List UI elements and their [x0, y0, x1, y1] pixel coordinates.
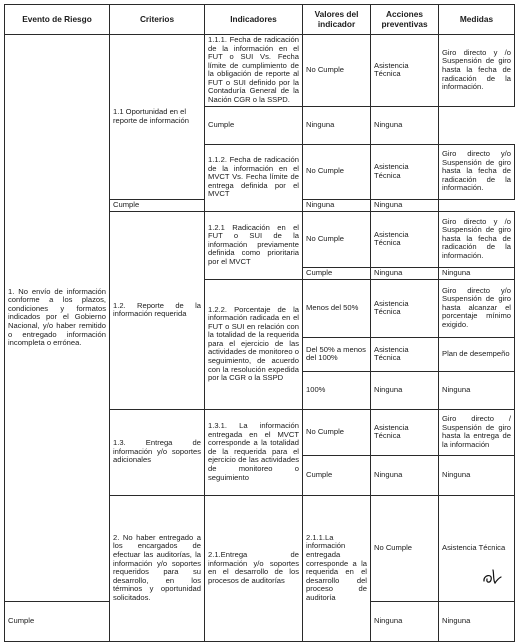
medida-cell: Ninguna	[439, 455, 515, 495]
medida-cell: Giro directo y /o Suspensión de giro hasta la fecha de radicación de la información.	[439, 35, 515, 107]
accion-cell: Ninguna	[303, 199, 371, 211]
criterio-cell-1-2: 1.2. Reporte de la información requerida	[110, 211, 205, 409]
valor-cell: 100%	[303, 371, 371, 409]
criterio-cell-1-3: 1.3. Entrega de información y/o soportes adicionales	[110, 409, 205, 495]
valor-cell: Cumple	[303, 267, 371, 279]
header-valores: Valores del indicador	[303, 5, 371, 35]
accion-cell: Asistencia Técnica	[371, 144, 439, 199]
indicador-cell-1-2-2: 1.2.2. Porcentaje de la información radicada en el FUT o SUI en relación con la totalidad de la requerida para el ejercicio de las actividades de monitoreo o seguimiento, de acuerdo con la resolución expedida por la CGR o la SSPD	[205, 279, 303, 409]
valor-cell: No Cumple	[303, 35, 371, 107]
medida-cell: Giro directo / Suspensión de giro hasta la entrega de la información	[439, 409, 515, 455]
risk-matrix-sheet	[4, 4, 514, 625]
accion-cell: Asistencia Técnica	[371, 35, 439, 107]
risk-matrix-table	[4, 4, 515, 642]
medida-cell: Ninguna	[371, 106, 439, 144]
indicador-cell-1-1-2: 1.1.2. Fecha de radicación de la información en el MVCT Vs. Fecha límite de entrega definida por el MVCT	[205, 144, 303, 211]
medida-cell: Giro directo y/o Suspensión de giro hasta alcanzar el porcentaje mínimo exigido.	[439, 279, 515, 337]
valor-cell: Cumple	[110, 199, 205, 211]
medida-cell: Plan de desempeño	[439, 337, 515, 371]
medida-cell: Ninguna	[371, 199, 439, 211]
handwritten-initial-mark	[481, 568, 503, 586]
header-criterios: Criterios	[110, 5, 205, 35]
accion-cell: Ninguna	[371, 267, 439, 279]
header-indicadores: Indicadores	[205, 5, 303, 35]
accion-cell: Ninguna	[303, 106, 371, 144]
valor-cell: Del 50% a menos del 100%	[303, 337, 371, 371]
accion-cell: Asistencia Técnica	[371, 337, 439, 371]
medida-cell: Giro directo y/o Suspensión de giro hasta la fecha de radicación de la información.	[439, 144, 515, 199]
medida-cell: Ninguna	[439, 601, 515, 641]
valor-cell: Cumple	[5, 601, 110, 641]
accion-cell: Ninguna	[371, 601, 439, 641]
valor-cell: No Cumple	[303, 144, 371, 199]
indicador-cell-1-1-1: 1.1.1. Fecha de radicación de la información en el FUT o SUI Vs. Fecha límite de cumplimiento de la obligación de reporte al FUT o SUI definido por la Contaduría General de la Nación CGR o la SSPD.	[205, 35, 303, 107]
indicador-cell-1-3-1: 1.3.1. La información entregada en el MVCT corresponde a la totalidad de la requerida para el ejercicio de las actividades de monitoreo o seguimiento	[205, 409, 303, 495]
valor-cell: Cumple	[205, 106, 303, 144]
criterio-cell-1-1: 1.1 Oportunidad en el reporte de información	[110, 35, 205, 200]
accion-cell: Asistencia Técnica	[371, 279, 439, 337]
header-medidas: Medidas	[439, 5, 515, 35]
indicador-cell-1-2-1: 1.2.1 Radicación en el FUT o SUI de la información previamente definida como prioritaria por el MVCT	[205, 211, 303, 279]
valor-cell: No Cumple	[303, 409, 371, 455]
header-acciones: Acciones preventivas	[371, 5, 439, 35]
table-row	[5, 35, 515, 107]
accion-cell: Ninguna	[371, 371, 439, 409]
valor-cell: Menos del 50%	[303, 279, 371, 337]
header-evento: Evento de Riesgo	[5, 5, 110, 35]
medida-cell: Ninguna	[439, 371, 515, 409]
valor-cell: No Cumple	[303, 211, 371, 267]
accion-cell: Asistencia Técnica	[371, 409, 439, 455]
header-row	[5, 5, 515, 35]
medida-cell: Ninguna	[439, 267, 515, 279]
medida-cell: Giro directo y /o Suspensión de giro hasta la fecha de radicación de la información.	[439, 211, 515, 267]
event-cell-1: 1. No envío de información conforme a los plazos, condiciones y formatos indicados por el Gobierno Nacional, y/o haber remitido o entregado información incompleta o errónea.	[5, 35, 110, 602]
indicador-cell-2-1-1: 2.1.1.La información entregada corresponde a la requerida en el desarrollo del proceso de auditoría	[303, 495, 371, 641]
event-cell-2: 2. No haber entregado a los encargados de efectuar las auditorías, la información y/o soportes requeridos para su desarrollo, en los términos y oportunidad solicitados.	[110, 495, 205, 641]
accion-cell: Ninguna	[371, 455, 439, 495]
valor-cell: No Cumple	[371, 495, 439, 601]
accion-cell: Asistencia Técnica	[439, 495, 515, 601]
criterio-cell-2-1: 2.1.Entrega de información y/o soportes en el desarrollo de los procesos de auditorías	[205, 495, 303, 641]
accion-cell: Asistencia Técnica	[371, 211, 439, 267]
valor-cell: Cumple	[303, 455, 371, 495]
